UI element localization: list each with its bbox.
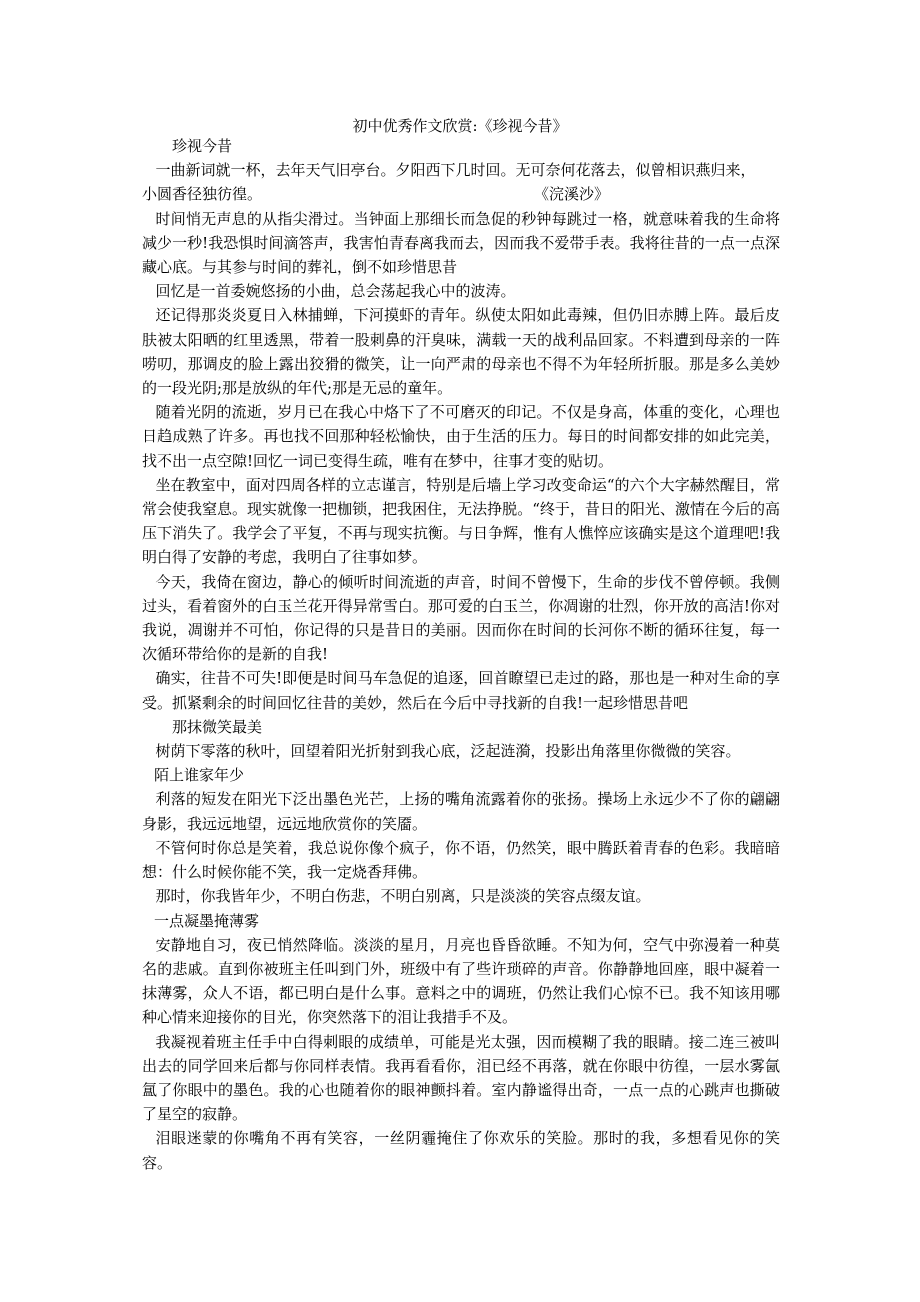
paragraph: 随着光阴的流逝，岁月已在我心中烙下了不可磨灭的印记。不仅是身高，体重的变化，心理也日趋成熟了许多。再也找不回那种轻松愉快，由于生活的压力。每日的时间都安排的如此完美，找不出一点空隙!回忆一词已变得生疏，唯有在梦中，往事才变的贴切。 bbox=[142, 403, 780, 470]
section-heading: 一点凝墨掩薄雾 bbox=[154, 911, 260, 930]
paragraph: 那时，你我皆年少，不明白伤悲，不明白别离，只是淡淡的笑容点缀友谊。 bbox=[155, 887, 651, 906]
paragraph: 我凝视着班主任手中白得刺眼的成绩单，可能是光太强，因而模糊了我的眼睛。接二连三被叫出去的同学回来后都与你同样表情。我再看看你，泪已经不再落，就在你眼中彷徨，一层水雾氤氲了你眼中的墨色。我的心也随着你的眼神颤抖着。室内静谧得出奇，一点一点的心跳声也撕破了星空的寂静。 bbox=[142, 1032, 780, 1124]
section-heading: 陌上谁家年少 bbox=[154, 766, 245, 785]
paragraph: 还记得那炎炎夏日入林捕蝉，下河摸虾的青年。纵使太阳如此毒辣，但仍旧赤膊上阵。最后皮肤被太阳晒的红里透黑，带着一股刺鼻的汗臭味，满载一天的战利品回家。不料遭到母亲的一阵唠叨，那调皮的脸上露出狡猾的微笑，让一向严肃的母亲也不得不为年轻所折服。那是多么美妙的一段光阴;那是放纵的年代;那是无忌的童年。 bbox=[142, 306, 780, 398]
paragraph: 坐在教室中，面对四周各样的立志谨言，特别是后墙上学习改变命运“的六个大字赫然醒目，常常会使我窒息。现实就像一把枷锁，把我困住，无法挣脱。“终于，昔日的阳光、激情在今后的高压下消失了。我学会了平复，不再与现实抗衡。与日争辉，惟有人憔悴应该确实是这个道理吧!我明白得了安静的考虑，我明白了往事如梦。 bbox=[142, 475, 780, 567]
document-body bbox=[142, 134, 780, 1175]
poem-line-1: 一曲新词就一杯，去年天气旧亭台。夕阳西下几时回。无可奈何花落去，似曾相识燕归来， bbox=[155, 161, 756, 180]
section-heading: 那抹微笑最美 bbox=[172, 717, 263, 736]
poem-source: 《浣溪沙》 bbox=[534, 185, 610, 204]
paragraph: 不管何时你总是笑着，我总说你像个疯子，你不语，仍然笑，眼中腾跃着青春的色彩。我暗暗想：什么时候你能不笑，我一定烧香拜佛。 bbox=[142, 838, 780, 882]
paragraph: 回忆是一首委婉悠扬的小曲，总会荡起我心中的波涛。 bbox=[155, 282, 516, 301]
paragraph: 利落的短发在阳光下泛出墨色光芒，上扬的嘴角流露着你的张扬。操场上永远少不了你的翩翩身影，我远远地望，远远地欣赏你的笑靥。 bbox=[142, 790, 780, 833]
essay-title: 珍视今昔 bbox=[172, 137, 233, 155]
paragraph: 确实，往昔不可失!即便是时间马车急促的追逐，回首瞭望已走过的路，那也是一种对生命的享受。抓紧剩余的时间回忆往昔的美妙，然后在今后中寻找新的自我!一起珍惜思昔吧 bbox=[142, 669, 780, 712]
poem-line-2 bbox=[142, 182, 780, 206]
poem-line-2-text: 小圆香径独彷徨。 bbox=[142, 185, 263, 204]
paragraph: 今天，我倚在窗边，静心的倾听时间流逝的声音，时间不曾慢下，生命的步伐不曾停顿。我侧过头，看着窗外的白玉兰花开得异常雪白。那可爱的白玉兰，你凋谢的壮烈，你开放的高洁!你对我说，凋谢并不可怕，你记得的只是昔日的美丽。因而你在时间的长河你不断的循环往复，每一次循环带给你的是新的自我! bbox=[142, 572, 780, 664]
paragraph: 泪眼迷蒙的你嘴角不再有笑容，一丝阴霾掩住了你欢乐的笑脸。那时的我，多想看见你的笑容。 bbox=[142, 1129, 780, 1172]
paragraph: 树荫下零落的秋叶，回望着阳光折射到我心底，泛起涟漪，投影出角落里你微微的笑容。 bbox=[155, 742, 741, 761]
document-title: 初中优秀作文欣赏:《珍视今昔》 bbox=[352, 117, 568, 135]
paragraph: 安静地自习，夜已悄然降临。淡淡的星月，月亮也昏昏欲睡。不知为何，空气中弥漫着一种莫名的悲戚。直到你被班主任叫到门外，班级中有了些许琐碎的声音。你静静地回座，眼中凝着一抹薄雾，众人不语，都已明白是什么事。意料之中的调班，仍然让我们心惊不已。我不知该用哪种心情来迎接你的目光，你突然落下的泪让我措手不及。 bbox=[142, 935, 780, 1027]
paragraph: 时间悄无声息的从指尖滑过。当钟面上那细长而急促的秒钟每跳过一格，就意味着我的生命将减少一秒!我恐惧时间滴答声，我害怕青春离我而去，因而我不爱带手表。我将往昔的一点一点深藏心底。与其参与时间的葬礼，倒不如珍惜思昔 bbox=[142, 209, 780, 277]
